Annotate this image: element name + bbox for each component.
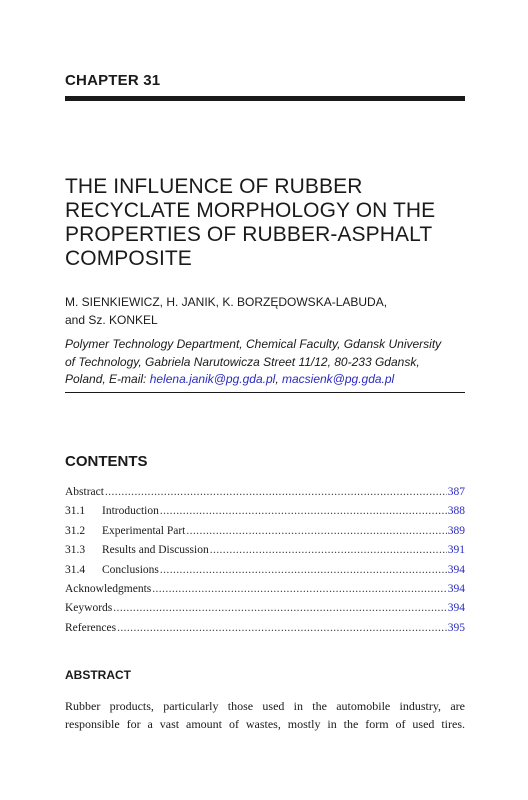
toc-entry-conclusions[interactable]	[65, 564, 465, 583]
toc-label: Conclusions	[102, 563, 159, 576]
toc-label: Acknowledgments	[65, 582, 152, 595]
affiliation-line: of Technology, Gabriela Narutowicza Street 11/12, 80-233 Gdansk,	[65, 354, 420, 369]
title-line: THE INFLUENCE OF RUBBER	[65, 175, 363, 198]
toc-page-link[interactable]: 395	[447, 621, 465, 634]
toc-entry-experimental-part[interactable]	[65, 525, 465, 544]
email-separator: ,	[275, 372, 282, 386]
affiliation-prefix: Poland, E-mail:	[65, 372, 150, 386]
title-line: COMPOSITE	[65, 247, 192, 270]
toc-leader	[210, 544, 447, 556]
toc-leader	[117, 622, 447, 634]
toc-page-link[interactable]: 394	[447, 582, 465, 595]
toc-label: Experimental Part	[102, 524, 186, 537]
toc-leader	[160, 564, 447, 576]
toc-label: References	[65, 621, 117, 634]
toc-leader	[186, 525, 446, 537]
toc-entry-keywords[interactable]	[65, 602, 465, 621]
chapter-rule	[65, 96, 465, 101]
toc-leader	[160, 505, 447, 517]
title-line: RECYCLATE MORPHOLOGY ON THE	[65, 199, 436, 222]
toc-entry-references[interactable]	[65, 622, 465, 641]
toc-label: Keywords	[65, 602, 113, 615]
toc-page-link[interactable]: 388	[447, 505, 465, 518]
toc-page-link[interactable]: 387	[447, 486, 465, 498]
email-link-sienkiewicz[interactable]: macsienk@pg.gda.pl	[281, 372, 395, 386]
table-of-contents	[65, 486, 465, 641]
chapter-title	[65, 175, 465, 271]
toc-number: 31.3	[65, 544, 86, 557]
toc-page-link[interactable]: 391	[447, 544, 465, 557]
toc-number: 31.4	[65, 563, 86, 576]
toc-number: 31.2	[65, 524, 86, 537]
toc-leader	[152, 583, 447, 595]
affiliation-line: Polymer Technology Department, Chemical Faculty, Gdansk University	[65, 337, 442, 351]
title-line: PROPERTIES OF RUBBER-ASPHALT	[65, 223, 433, 246]
toc-label: Introduction	[102, 505, 159, 518]
abstract-line: Rubber products, particularly those used in the automobile industry, are	[65, 699, 465, 713]
abstract-line: responsible for a vast amount of wastes, mostly in the form of used tires.	[65, 717, 465, 731]
toc-entry-introduction[interactable]	[65, 505, 465, 524]
contents-heading: CONTENTS	[65, 453, 148, 470]
affiliation-line	[65, 371, 465, 389]
toc-number: 31.1	[65, 505, 86, 518]
authors	[65, 293, 465, 329]
toc-leader	[113, 602, 446, 614]
toc-entry-abstract[interactable]	[65, 486, 465, 505]
affiliation	[65, 336, 465, 389]
toc-entry-results[interactable]	[65, 544, 465, 563]
toc-page-link[interactable]: 394	[447, 563, 465, 576]
toc-label: Results and Discussion	[102, 544, 209, 557]
toc-leader	[105, 486, 447, 498]
toc-page-link[interactable]: 394	[447, 602, 465, 615]
email-link-janik[interactable]: helena.janik@pg.gda.pl	[149, 372, 276, 386]
abstract-paragraph	[65, 697, 465, 733]
chapter-label: CHAPTER 31	[65, 72, 161, 89]
authors-line: M. SIENKIEWICZ, H. JANIK, K. BORZĘDOWSKA-LABUDA,	[65, 295, 388, 309]
abstract-heading: ABSTRACT	[65, 668, 131, 682]
toc-entry-acknowledgments[interactable]	[65, 583, 465, 602]
affiliation-rule	[65, 392, 465, 393]
authors-line: and Sz. KONKEL	[65, 313, 158, 327]
toc-page-link[interactable]: 389	[447, 524, 465, 537]
toc-label: Abstract	[65, 486, 104, 498]
